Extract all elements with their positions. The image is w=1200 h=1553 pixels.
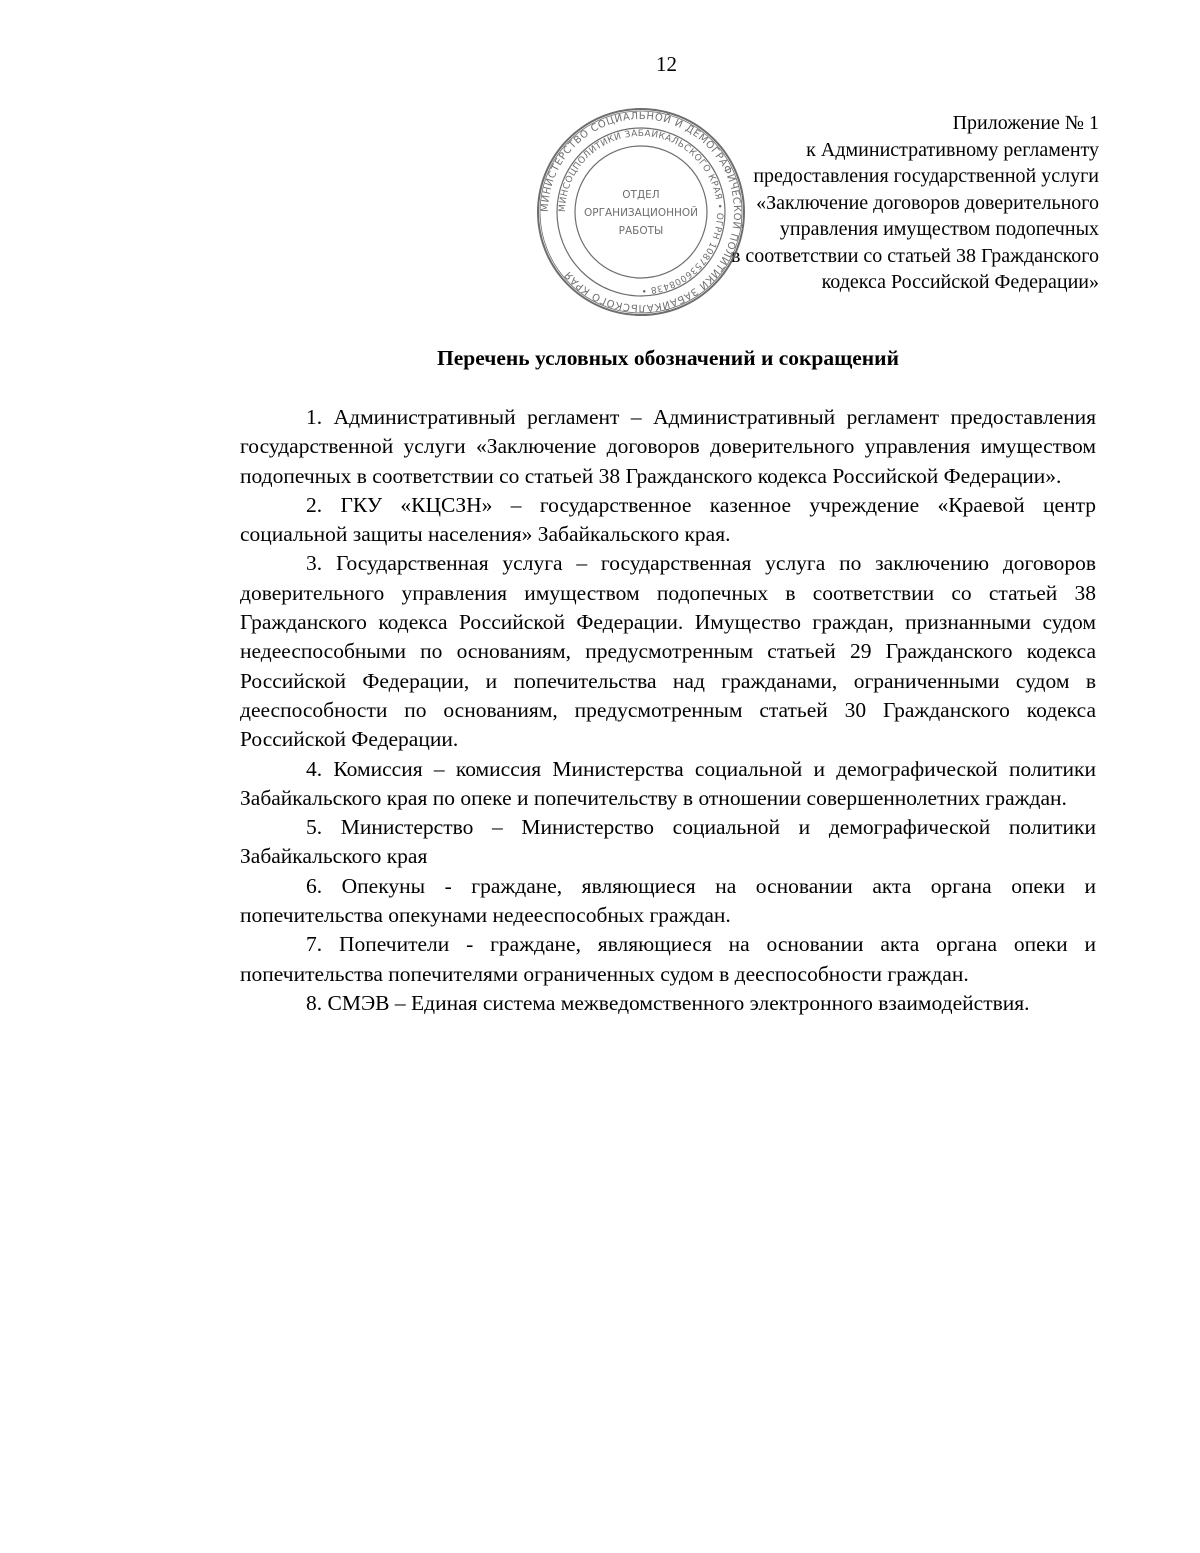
list-item: 3. Государственная услуга – государственная услуга по заключению договоров доверительного управления имуществом подопечных в соответствии со статьей 38 Гражданского кодекса Российской Федерации. Имущество граждан, признанными судом недееспособными по основаниям, предусмотренным статьей 29 Гражданского кодекса Российской Федерации, и попечительства над гражданами, ограниченными судом в дееспособности по основаниям, предусмотренным статьей 30 Гражданского кодекса Российской Федерации. — [240, 551, 1096, 752]
list-item: 2. ГКУ «КЦСЗН» – государственное казенное учреждение «Краевой центр социальной защиты населения» Забайкальского края. — [240, 492, 1096, 547]
definitions-list — [240, 403, 1096, 1018]
list-item: 4. Комиссия – комиссия Министерства социальной и демографической политики Забайкальского края по опеке и попечительству в отношении совершеннолетних граждан. — [240, 756, 1096, 810]
list-item: 5. Министерство – Министерство социальной и демографической политики Забайкальского края — [240, 815, 1096, 869]
appendix-line: к Административному регламенту — [806, 138, 1099, 161]
appendix-line: управления имуществом подопечных — [779, 218, 1099, 240]
official-seal-stamp — [535, 106, 747, 318]
list-item: 1. Административный регламент – Административный регламент предоставления государственной услуги «Заключение договоров доверительного управления имуществом подопечных в соответствии со статьей 38 Гражданского кодекса Российской Федерации». — [240, 405, 1096, 488]
appendix-line: «Заключение договоров доверительного — [756, 191, 1099, 214]
seal-inner-text: МИНСОЦПОЛИТИКИ ЗАБАЙКАЛЬСКОГО КРАЯ • ОГРН 1087536008438 • — [557, 128, 725, 296]
appendix-line: предоставления государственной услуги — [753, 165, 1099, 187]
appendix-line: Приложение № 1 — [952, 112, 1099, 134]
document-title: Перечень условных обозначений и сокращений — [437, 346, 899, 370]
list-item: 6. Опекуны - граждане, являющиеся на основании акта органа опеки и попечительства опекунами недееспособных граждан. — [240, 873, 1096, 928]
page-number: 12 — [656, 52, 677, 76]
list-item: 7. Попечители - граждане, являющиеся на основании акта органа опеки и попечительства попечителями ограниченных судом в дееспособности граждан. — [240, 932, 1096, 986]
appendix-line: в соответствии со статьей 38 Гражданского — [730, 244, 1099, 267]
seal-center-line: РАБОТЫ — [618, 225, 664, 237]
seal-center-line: ОРГАНИЗАЦИОННОЙ — [583, 207, 699, 219]
appendix-line: кодекса Российской Федерации» — [821, 271, 1099, 293]
seal-center-line: ОТДЕЛ — [622, 189, 660, 201]
seal-outer-text: МИНИСТЕРСТВО СОЦИАЛЬНОЙ И ДЕМОГРАФИЧЕСКОЙ ПОЛИТИКИ ЗАБАЙКАЛЬСКОГО КРАЯ — [539, 110, 743, 314]
list-item: 8. СМЭВ – Единая система межведомственного электронного взаимодействия. — [306, 990, 1030, 1015]
